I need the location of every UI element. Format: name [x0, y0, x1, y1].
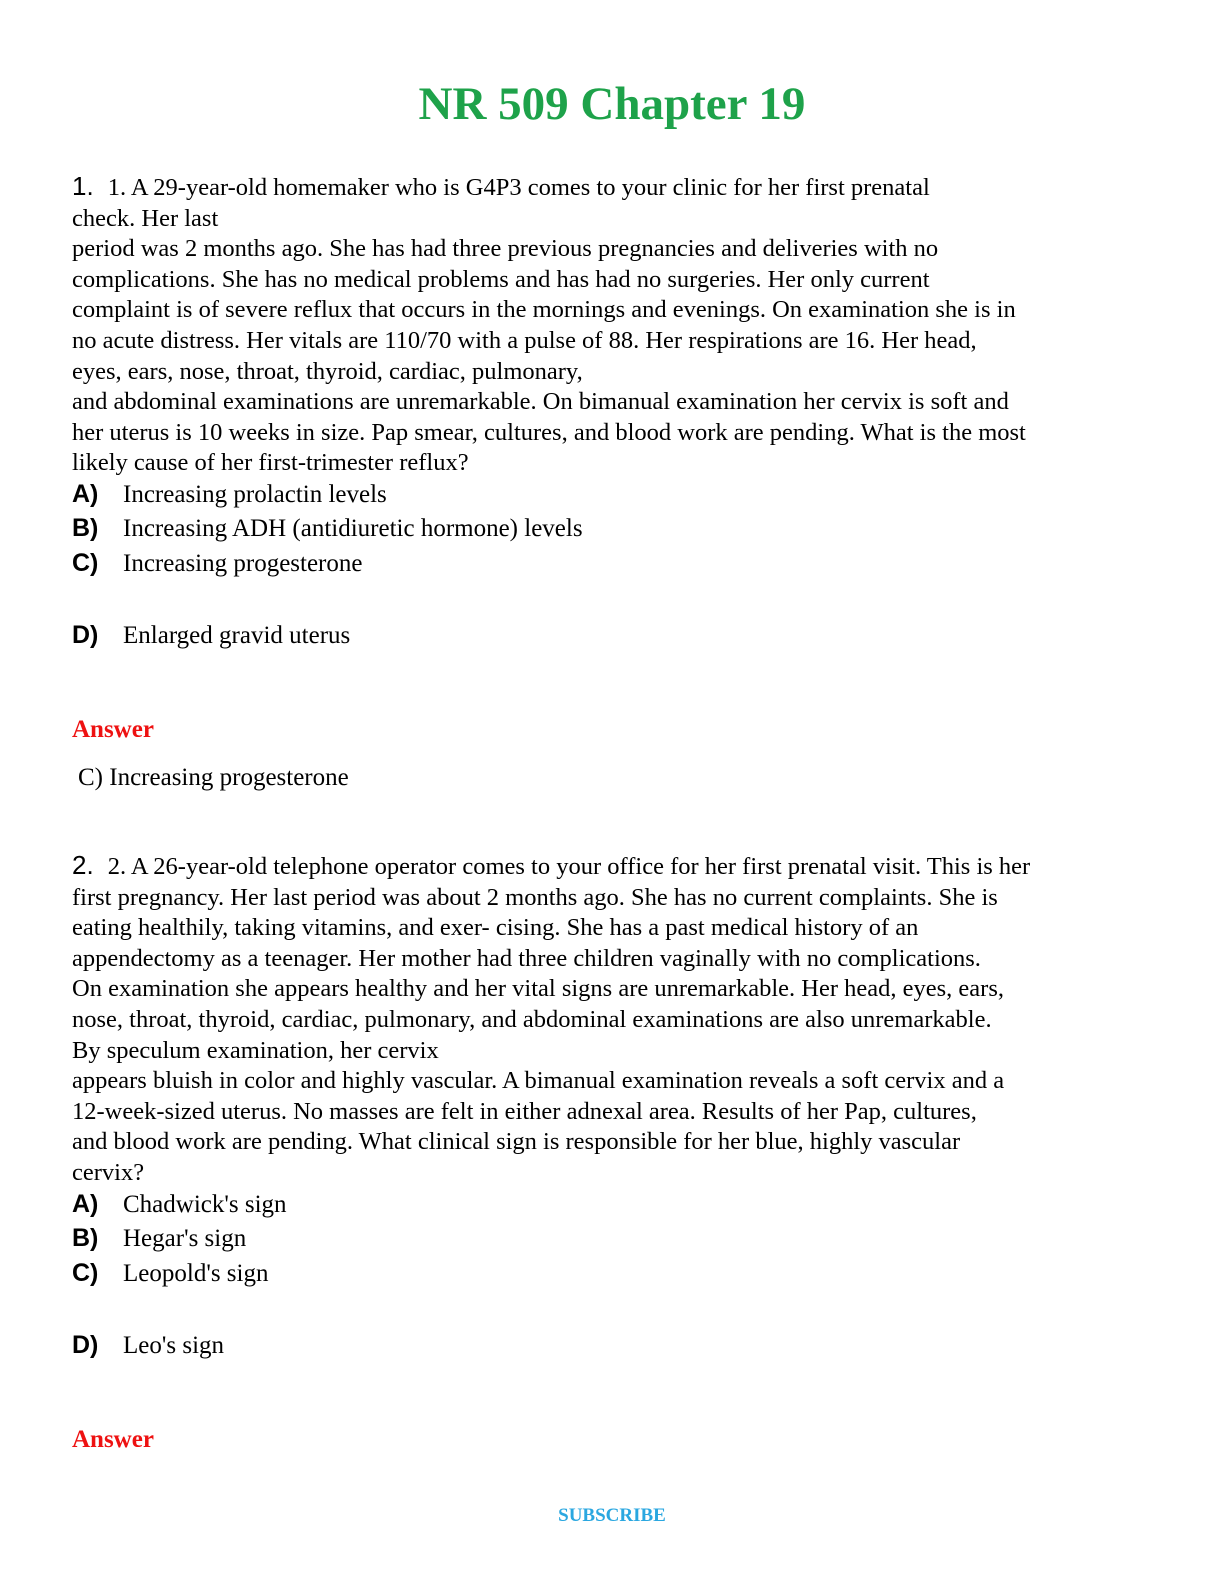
option-letter: C): [72, 549, 99, 577]
question-text-line: first pregnancy. Her last period was about 2 months ago. She has no current complaints. She is: [72, 883, 998, 911]
page-title: NR 509 Chapter 19: [418, 78, 806, 130]
question-text-line: nose, throat, thyroid, cardiac, pulmonary, and abdominal examinations are also unremarkable.: [72, 1005, 992, 1033]
answer-label: Answer: [72, 1426, 154, 1453]
option-d: [72, 1328, 224, 1362]
option-letter: C): [72, 1259, 99, 1287]
question-text-line: 2. 2. A 26-year-old telephone operator comes to your office for her first prenatal visit. This is her: [72, 850, 1031, 880]
answer-text: C) Increasing progesterone: [78, 764, 349, 791]
option-text: Increasing progesterone: [123, 550, 363, 577]
option-text: Increasing ADH (antidiuretic hormone) levels: [123, 515, 583, 542]
option-letter: B): [72, 1224, 99, 1252]
question-text-line: complications. She has no medical problems and has had no surgeries. Her only current: [72, 265, 930, 293]
option-letter: D): [72, 1331, 99, 1359]
option-text: Increasing prolactin levels: [123, 481, 387, 508]
option-letter: B): [72, 514, 99, 542]
option-text: Enlarged gravid uterus: [123, 622, 351, 649]
option-a: [72, 477, 387, 511]
question-text-line: cervix?: [72, 1158, 145, 1186]
question-text-line: appendectomy as a teenager. Her mother had three children vaginally with no complications.: [72, 944, 981, 972]
option-c: [72, 1256, 268, 1290]
question-text-line: check. Her last: [72, 204, 219, 232]
question-text-line: eyes, ears, nose, throat, thyroid, cardiac, pulmonary,: [72, 357, 583, 385]
question-number: 1.: [72, 171, 94, 201]
question-text-line: eating healthily, taking vitamins, and exer- cising. She has a past medical history of an: [72, 914, 919, 942]
question-text-line: period was 2 months ago. She has had three previous pregnancies and deliveries with no: [72, 235, 939, 263]
question-text-line: and blood work are pending. What clinical sign is responsible for her blue, highly vascular: [72, 1128, 961, 1156]
option-text: Leo's sign: [123, 1332, 225, 1359]
question-text-line: By speculum examination, her cervix: [72, 1036, 439, 1064]
option-a: [72, 1187, 287, 1221]
question-text-line: no acute distress. Her vitals are 110/70 with a pulse of 88. Her respirations are 16. Her head,: [72, 326, 977, 354]
question-text-line: 1. 1. A 29-year-old homemaker who is G4P3 comes to your clinic for her first prenatal: [72, 171, 930, 201]
question-text-line: her uterus is 10 weeks in size. Pap smear, cultures, and blood work are pending. What is the most: [72, 418, 1026, 446]
option-text: Chadwick's sign: [123, 1191, 287, 1218]
answer-label: Answer: [72, 716, 154, 743]
option-letter: A): [72, 1190, 99, 1218]
question-text-line: complaint is of severe reflux that occurs in the mornings and evenings. On examination she is in: [72, 296, 1016, 324]
question-number: 2.: [72, 850, 94, 880]
question-text-line: likely cause of her first-trimester reflux?: [72, 449, 469, 477]
question-text-line: 12-week-sized uterus. No masses are felt in either adnexal area. Results of her Pap, cultures,: [72, 1097, 977, 1125]
question-text-line: On examination she appears healthy and her vital signs are unremarkable. Her head, eyes, ears,: [72, 975, 1004, 1003]
option-letter: A): [72, 480, 99, 508]
question-text-line: and abdominal examinations are unremarkable. On bimanual examination her cervix is soft and: [72, 388, 1009, 416]
question-text-line: appears bluish in color and highly vascular. A bimanual examination reveals a soft cervix and a: [72, 1067, 1005, 1095]
option-text: Hegar's sign: [123, 1225, 247, 1252]
question-2: [72, 850, 1152, 1189]
option-letter: D): [72, 621, 99, 649]
option-c: [72, 546, 362, 580]
question-1: [72, 171, 1152, 479]
option-b: [72, 511, 583, 545]
option-text: Leopold's sign: [123, 1260, 269, 1287]
option-d: [72, 618, 350, 652]
subscribe-link[interactable]: SUBSCRIBE: [558, 1505, 666, 1526]
option-b: [72, 1221, 246, 1255]
